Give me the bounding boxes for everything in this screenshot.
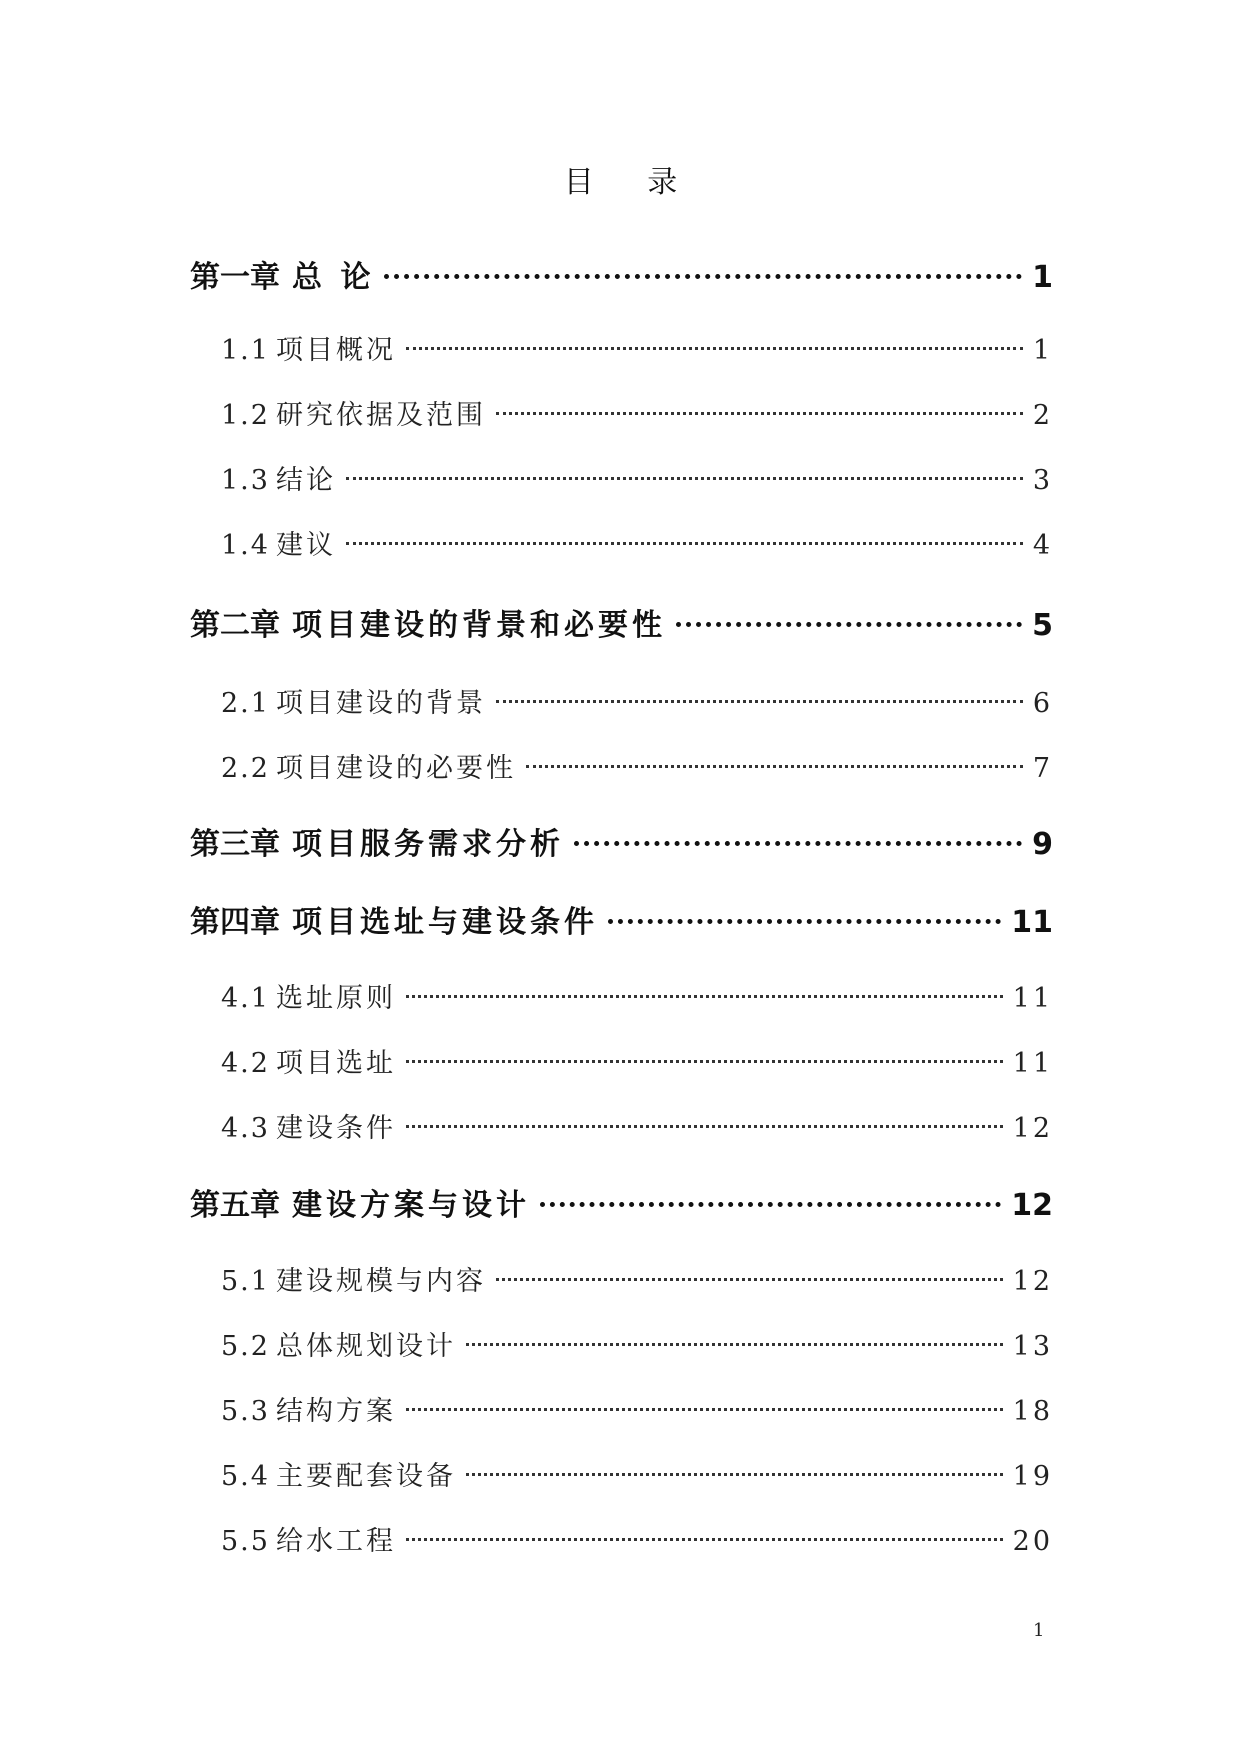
toc-entry-number: 2.1	[221, 688, 270, 719]
toc-entry-title: 建议	[275, 530, 336, 561]
toc-entry-page: 6	[1032, 688, 1053, 719]
toc-entry-number: 2.2	[221, 753, 270, 784]
toc-entry-number: 5.2	[221, 1331, 270, 1362]
toc-section-5-4[interactable]	[221, 1457, 1053, 1497]
toc-entry-title: 项目建设的必要性	[275, 753, 516, 784]
toc-entry-title: 项目建设的背景	[275, 688, 486, 719]
toc-entry-page: 5	[1032, 608, 1053, 643]
toc-leader-dots	[676, 622, 1022, 627]
toc-entry-page: 11	[1012, 983, 1053, 1014]
toc-section-1-1[interactable]	[221, 331, 1053, 371]
toc-entry-title: 项目选址	[275, 1048, 396, 1079]
page-number: 1	[1033, 1620, 1045, 1641]
toc-entry-title: 建设条件	[275, 1113, 396, 1144]
toc-entry-number: 1.4	[221, 530, 270, 561]
toc-entry-title: 主要配套设备	[275, 1461, 456, 1492]
toc-chapter-3[interactable]	[190, 825, 1053, 865]
toc-entry-title: 选址原则	[275, 983, 396, 1014]
toc-leader-dots	[406, 1060, 1003, 1063]
toc-leader-dots	[496, 412, 1023, 415]
toc-entry-page: 19	[1012, 1461, 1053, 1492]
toc-entry-title: 项目服务需求分析	[292, 827, 564, 862]
toc-leader-dots	[406, 347, 1023, 350]
toc-entry-number: 4.3	[221, 1113, 270, 1144]
toc-leader-dots	[608, 919, 1001, 924]
toc-leader-dots	[406, 1538, 1003, 1541]
toc-entry-page: 7	[1032, 753, 1053, 784]
toc-leader-dots	[540, 1202, 1001, 1207]
toc-entry-page: 12	[1012, 1113, 1053, 1144]
toc-entry-page: 18	[1012, 1396, 1053, 1427]
toc-entry-title: 建设规模与内容	[275, 1266, 486, 1297]
toc-section-1-3[interactable]	[221, 461, 1053, 501]
toc-entry-page: 9	[1032, 827, 1053, 862]
toc-entry-title: 总 论	[292, 260, 375, 295]
toc-chapter-5[interactable]	[190, 1186, 1053, 1226]
toc-entry-number: 5.4	[221, 1461, 270, 1492]
toc-entry-title: 给水工程	[275, 1526, 396, 1557]
toc-leader-dots	[384, 274, 1022, 279]
toc-leader-dots	[496, 1278, 1003, 1281]
toc-section-5-3[interactable]	[221, 1392, 1053, 1432]
toc-entry-page: 13	[1012, 1331, 1053, 1362]
toc-leader-dots	[466, 1343, 1003, 1346]
toc-section-2-1[interactable]	[221, 684, 1053, 724]
toc-leader-dots	[346, 477, 1023, 480]
toc-entry-number: 4.2	[221, 1048, 270, 1079]
toc-leader-dots	[526, 765, 1023, 768]
toc-entry-page: 3	[1032, 465, 1053, 496]
toc-section-5-2[interactable]	[221, 1327, 1053, 1367]
toc-entry-number: 1.3	[221, 465, 270, 496]
toc-entry-page: 12	[1012, 1266, 1053, 1297]
toc-entry-number: 第二章	[190, 608, 280, 643]
toc-entry-page: 12	[1011, 1188, 1053, 1223]
toc-leader-dots	[466, 1473, 1003, 1476]
toc-entry-page: 11	[1011, 905, 1053, 940]
toc-entry-number: 第五章	[190, 1188, 280, 1223]
toc-entry-title: 总体规划设计	[275, 1331, 456, 1362]
toc-chapter-1[interactable]	[190, 258, 1053, 298]
toc-entry-page: 11	[1012, 1048, 1053, 1079]
toc-leader-dots	[406, 1408, 1003, 1411]
toc-entry-number: 1.2	[221, 400, 270, 431]
toc-section-2-2[interactable]	[221, 749, 1053, 789]
toc-leader-dots	[406, 1125, 1003, 1128]
toc-entry-number: 第四章	[190, 905, 280, 940]
toc-leader-dots	[346, 542, 1023, 545]
toc-entry-number: 5.5	[221, 1526, 270, 1557]
toc-entry-page: 1	[1032, 335, 1053, 366]
toc-entry-title: 建设方案与设计	[292, 1188, 530, 1223]
toc-entry-title: 项目建设的背景和必要性	[292, 608, 666, 643]
toc-entry-title: 结论	[275, 465, 336, 496]
toc-section-4-3[interactable]	[221, 1109, 1053, 1149]
toc-entry-number: 第一章	[190, 260, 280, 295]
toc-entry-page: 20	[1012, 1526, 1053, 1557]
toc-title: 目 录	[563, 165, 700, 200]
toc-chapter-2[interactable]	[190, 606, 1053, 646]
toc-leader-dots	[496, 700, 1023, 703]
toc-section-5-5[interactable]	[221, 1522, 1053, 1562]
toc-section-4-1[interactable]	[221, 979, 1053, 1019]
toc-entry-page: 2	[1032, 400, 1053, 431]
toc-entry-title: 项目概况	[275, 335, 396, 366]
toc-entry-number: 第三章	[190, 827, 280, 862]
toc-leader-dots	[574, 841, 1022, 846]
toc-chapter-4[interactable]	[190, 903, 1053, 943]
toc-leader-dots	[406, 995, 1003, 998]
toc-section-1-4[interactable]	[221, 526, 1053, 566]
toc-entry-number: 4.1	[221, 983, 270, 1014]
toc-entry-title: 结构方案	[275, 1396, 396, 1427]
toc-entry-page: 4	[1032, 530, 1053, 561]
toc-section-4-2[interactable]	[221, 1044, 1053, 1084]
toc-section-5-1[interactable]	[221, 1262, 1053, 1302]
toc-section-1-2[interactable]	[221, 396, 1053, 436]
toc-entry-title: 研究依据及范围	[275, 400, 486, 431]
toc-entry-number: 5.3	[221, 1396, 270, 1427]
toc-entry-number: 1.1	[221, 335, 270, 366]
toc-entry-title: 项目选址与建设条件	[292, 905, 598, 940]
toc-entry-number: 5.1	[221, 1266, 270, 1297]
toc-entry-page: 1	[1032, 260, 1053, 295]
